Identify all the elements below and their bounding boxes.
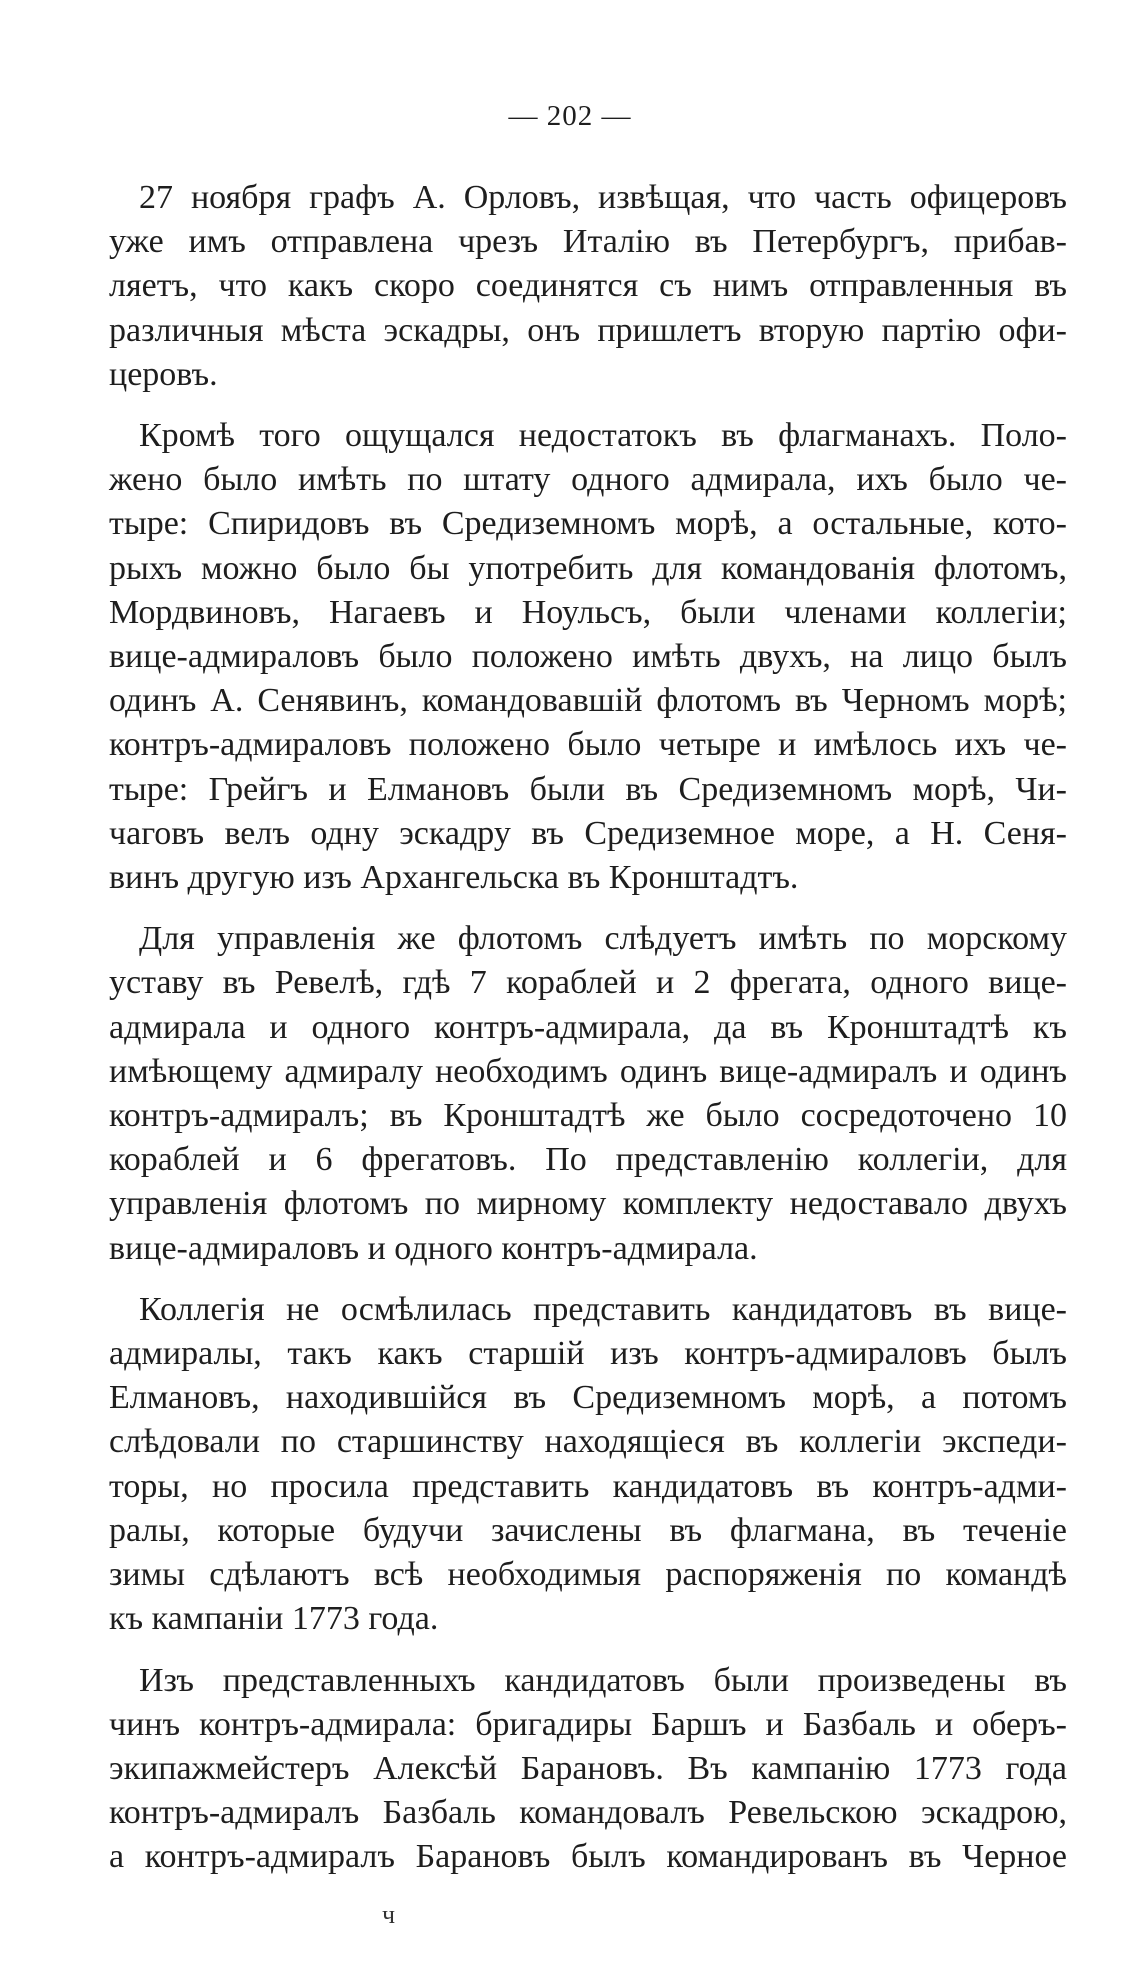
text-line: церовъ. xyxy=(109,355,218,393)
text-line: чинъ контръ-адмирала: бригадиры Баршъ и Базбаль и оберъ- xyxy=(109,1705,1067,1743)
paragraph-3 xyxy=(109,917,1067,1271)
text-line: чаговъ велъ одну эскадру въ Средиземное море, а Н. Сеня- xyxy=(109,814,1067,852)
text-line: вице-адмираловъ и одного контръ-адмирала. xyxy=(109,1229,758,1267)
footer-signature-mark: ч xyxy=(382,1900,396,1929)
page-number: — 202 — xyxy=(508,100,632,132)
text-line: вице-адмираловъ было положено имѣть двухъ, на лицо былъ xyxy=(109,638,1067,676)
text-line: контръ-адмираловъ положено было четыре и имѣлось ихъ че- xyxy=(109,726,1067,764)
text-line: Кромѣ того ощущался недостатокъ въ флагманахъ. Поло- xyxy=(139,417,1067,455)
text-line: къ кампаніи 1773 года. xyxy=(109,1600,439,1638)
text-line: ралы, которые будучи зачислены въ флагмана, въ теченіе xyxy=(109,1511,1067,1549)
paragraph-2 xyxy=(109,414,1067,900)
body-text xyxy=(109,176,1067,1897)
text-line: жено было имѣть по штату одного адмирала, ихъ было че- xyxy=(109,461,1067,499)
text-line: тыре: Спиридовъ въ Средиземномъ морѣ, а остальные, кото- xyxy=(109,505,1067,543)
text-line: управленія флотомъ по мирному комплекту недоставало двухъ xyxy=(109,1185,1067,1223)
text-line: слѣдовали по старшинству находящіеся въ коллегіи экспеди- xyxy=(109,1423,1067,1461)
text-line: 27 ноября графъ А. Орловъ, извѣщая, что часть офицеровъ xyxy=(139,179,1067,216)
text-line: ляетъ, что какъ скоро соединятся съ нимъ отправленныя въ xyxy=(109,267,1067,305)
text-line: кораблей и 6 фрегатовъ. По представленію коллегіи, для xyxy=(109,1141,1067,1179)
text-line: Коллегія не осмѣлилась представить кандидатовъ въ вице- xyxy=(139,1290,1067,1328)
text-line: адмиралы, такъ какъ старшій изъ контръ-адмираловъ былъ xyxy=(109,1335,1067,1373)
text-line: уже имъ отправлена чрезъ Италію въ Петербургъ, прибав- xyxy=(109,223,1067,261)
text-line: Елмановъ, находившійся въ Средиземномъ морѣ, а потомъ xyxy=(109,1379,1067,1417)
text-line: экипажмейстеръ Алексѣй Барановъ. Въ кампанію 1773 года xyxy=(109,1749,1067,1787)
text-line: уставу въ Ревелѣ, гдѣ 7 кораблей и 2 фрегата, одного вице- xyxy=(109,964,1067,1002)
text-line: имѣющему адмиралу необходимъ одинъ вице-адмиралъ и одинъ xyxy=(109,1052,1067,1090)
text-line: рыхъ можно было бы употребить для командованія флотомъ, xyxy=(109,549,1067,587)
text-line: контръ-адмиралъ Базбаль командовалъ Ревельскою эскадрою, xyxy=(109,1794,1067,1832)
text-line: контръ-адмиралъ; въ Кронштадтѣ же было сосредоточено 10 xyxy=(109,1097,1067,1135)
text-line: зимы сдѣлаютъ всѣ необходимыя распоряженія по командѣ xyxy=(109,1556,1067,1594)
text-line: одинъ А. Сенявинъ, командовавшій флотомъ въ Черномъ морѣ; xyxy=(109,682,1067,720)
paragraph-4 xyxy=(109,1288,1067,1642)
text-line: адмирала и одного контръ-адмирала, да въ Кронштадтѣ къ xyxy=(109,1008,1067,1046)
text-line: а контръ-адмиралъ Барановъ былъ командированъ въ Черное xyxy=(109,1838,1067,1876)
text-line: тыре: Грейгъ и Елмановъ были въ Средиземномъ морѣ, Чи- xyxy=(109,770,1067,808)
text-line: торы, но просила представить кандидатовъ въ контръ-адми- xyxy=(109,1467,1067,1505)
paragraph-5 xyxy=(109,1659,1067,1880)
text-line: различныя мѣста эскадры, онъ пришлетъ вторую партію офи- xyxy=(109,311,1067,349)
text-line: винъ другую изъ Архангельска въ Кронштадтъ. xyxy=(109,859,799,897)
paragraph-1 xyxy=(109,176,1067,397)
text-line: Мордвиновъ, Нагаевъ и Ноульсъ, были членами коллегіи; xyxy=(109,593,1067,631)
text-line: Для управленія же флотомъ слѣдуетъ имѣть по морскому xyxy=(139,920,1067,958)
text-line: Изъ представленныхъ кандидатовъ были произведены въ xyxy=(139,1661,1067,1699)
